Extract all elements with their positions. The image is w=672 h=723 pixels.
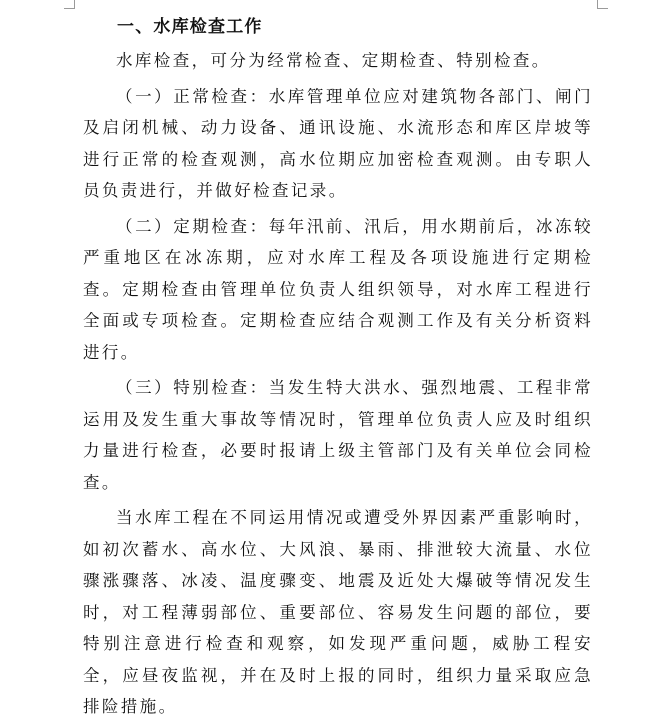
right-margin-mark	[597, 0, 608, 9]
special-inspection-paragraph: （三）特别检查：当发生特大洪水、强烈地震、工程非常运用及发生重大事故等情况时，管理单位负责人应及时组织力量进行检查，必要时报请上级主管部门及有关单位会同检查。	[83, 378, 593, 492]
regular-inspection-paragraph: （一）正常检查：水库管理单位应对建筑物各部门、闸门及启闭机械、动力设备、通讯设施、水流形态和库区岸坡等进行正常的检查观测，高水位期应加密检查观测。由专职人员负责进行，并做好检查记录。	[83, 86, 593, 200]
section-heading: 一、水库检查工作	[117, 17, 263, 37]
severe-conditions-paragraph: 当水库工程在不同运用情况或遭受外界因素严重影响时， 如初次蓄水、高水位、大风浪、暴雨、排泄较大流量、水位骤涨骤落、冰凌、温度骤变、地震及近处大爆破等情况发生时，对工程薄弱部位、重要部位、容易发生问题的部位，要特别注意进行检查和观察，如发现严重问题，威胁工程安全，应昼夜监视，并在及时上报的同时，组织力量采取应急排险措施。	[83, 508, 593, 716]
periodic-inspection-paragraph: （二）定期检查：每年汛前、汛后，用水期前后，冰冻较严重地区在冰冻期，应对水库工程及各项设施进行定期检查。定期检查由管理单位负责人组织领导，对水库工程进行全面或专项检查。定期检查应结合观测工作及有关分析资料进行。	[83, 216, 593, 362]
intro-paragraph: 水库检查，可分为经常检查、定期检查、特别检查。	[116, 51, 551, 70]
document-body	[83, 10, 593, 723]
left-margin-mark	[64, 0, 75, 9]
